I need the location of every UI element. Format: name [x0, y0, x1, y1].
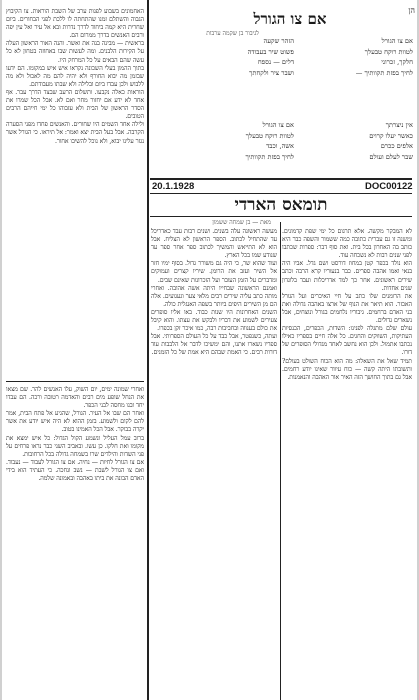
- poem-line: שבר לעלם ועולם: [369, 152, 413, 161]
- poem-line: לחיך בפזת תקוותיך: [245, 152, 294, 161]
- article-top-column: [6, 8, 144, 378]
- poem-line: פשוט שיר בעבודה: [247, 47, 294, 56]
- poem-line: לטוות רוקח טבעלך: [245, 131, 294, 140]
- paragraph: מעשה ראשונה עלה בשנים. ושנים רבות עבד כאדריכל עד שהתחיל לכתוב. הספר הראשון לא הצליח. אבל הוא לא התייאש והמשיך לכתוב ספר אחר ספר עד שנודע שמו בכל הארץ.: [151, 228, 277, 260]
- poem-stanza-1-left: [248, 36, 294, 78]
- paragraph: ולילה אחד השמים היו שחורים. והאנשים פחדו מפני הסערה הקרבה. אבל בעל הבית יצא ואמר: אל תיראו. כי הגורל אשר נגזר עלינו יבוא, ולא נוכל להשיבו אחור.: [6, 121, 144, 145]
- doc-id-label: DOC00122: [365, 181, 413, 192]
- page-number: הן: [408, 6, 415, 15]
- article-byline: מאת — בן שמחה ששמון: [212, 219, 271, 226]
- poem-stanza-2-right: [369, 120, 413, 162]
- poem-line: אשה, וכבד: [266, 142, 294, 150]
- article-bottom-column: [6, 386, 144, 696]
- paragraph: השנים האחרונות היו שנות כבוד. באו אליו סופרים צעירים לשמוע את דבריו ולבקש את עצתו. והוא קיבל את כולם בענווה ובחביבות רבה, כמו איכר זקן בכפרו.: [151, 308, 277, 333]
- paragraph: ואחרי שמונה ימים, יום השוק, עלו האנשים להר. שם מצאו את הנחל שופע מים רבים והאדמה רטובה ורכה. הם עבדו יחד ובנו מחסה לבני הכפר.: [6, 386, 144, 410]
- title-rule: [150, 216, 412, 217]
- poem-line: אין ניצרתך: [385, 121, 413, 129]
- paragraph: בראשית — מבינה בנה את ואשר. והנה האור הראשון העלה על הקירות הלבנים. ומה לעשות שבו באחוזה בטחון לא כל עשה שהם הבאים על כל המרחק היו.: [6, 40, 144, 64]
- poem-line: ושבר ציר ולקחתך: [249, 68, 294, 77]
- paragraph: ועתה, כשנפטר, אבל כבד על כל העולם הספרותי. אבל ספריו נשארו אתנו, והם ימשיכו לדבר אל הלבבות עוד דורות רבים. כי האמת שבהם היא אמת של כל הזמנים.: [151, 333, 277, 357]
- poem-line: הזהר שקעה: [263, 37, 294, 45]
- poem-subtitle: לגיבור בן שקמה ערבות: [206, 30, 259, 37]
- paragraph: עולם שלם מתגלה לפנינו: השדות, הכפרים, הכנסיות העתיקות, השווקים והחגים. כל אלה חיים בספריו כאילו נכתבו אתמול. ולכן הוא נחשב לאחד מגדולי הסופרים של דורו.: [282, 325, 412, 357]
- article-title: תומאס הארדי: [234, 195, 328, 215]
- paragraph: בתוך ההמון בעלי השכונה נקראו איש איש במקומו. הם ידעו שבזמן מה יבוא החורף ולא יהיה להם מה לאכול ולא מה ללבוש ולכן עבדו ביום ובלילה ולא שבתו מעבודתם.: [6, 64, 144, 88]
- poem-line: אם צו הגורל: [381, 37, 413, 45]
- paragraph: לא המבקר מקשה. אלא תרגום כל ימי שפת קדמונים. ומשנה זו גם עברית כתובה כמה ששמור והשפה כבר היא כותב בה האחרון בכל בית. ואת סוף דבר: ספרות שכתבו לפני שנים רבות לא נשכחה עוד.: [282, 228, 412, 260]
- paragraph: ברוב עמל העליל ונשמע הקול הגדול: כל איש ימצא את מקומו ואת חלקו. כן עשו. ובאביב השני כבר נראו פרחים על פני השדות והילדים שרו בשמחה גדולה בכל הרחובות.: [6, 434, 144, 458]
- paragraph: את הרומנים שלו כתב על חיי האיכרים ועל הגורל האכזר. הוא תיאר את הנוף של ארצו באהבה גדולה ואת בני האדם ברחמים. גיבוריו נלחמים בגורל ונוצחים, אבל נשארים גדולים.: [282, 292, 412, 325]
- poem-bottom-rule: [150, 178, 412, 180]
- paragraph: הוראות כאלה נקבעו. ותשלום הרעב שבצד הדרך עבר. אף אחד לא ידע אם יחזור מחר ואם לא. אבל הכל שמרו את הסדר הראשון של הבית ולא עזבוהו כל ימי חייהם הרבים הטובים.: [6, 88, 144, 121]
- scan-edge: [0, 0, 2, 700]
- poem-line: חלקך, זכרוני: [381, 58, 413, 66]
- paragraph: ואחר הם שבו אל העיר. הגורל, שהגיע אל פתח הבית, אמר להם לקום ולשמוע. בזמן ההוא לא היה איש יודע את אשר יקרה בבוקר. אבל הכל האמינו בטוב.: [6, 410, 144, 434]
- poem-line: דלים — נספח: [257, 58, 294, 66]
- poem-stanza-2-left: [245, 120, 294, 162]
- poem-line: אלפים ככרם: [380, 142, 413, 150]
- paragraph: ועוד שהוא שר, כי היה גם משורר גדול. בסוף ימיו חזר אל השיר ועזב את הרומן. שיריו קצרים ועמוקים ומדברים על הזמן העובר ועל הזכרונות שאינם שבים.: [151, 260, 277, 284]
- paragraph: אם צו הגורל לחיות — נחיה. אם צו הגורל לעבוד — נעבוד. ואם צו הגורל לשבת — נשב ונחכה. כי העתיד הוא בידי האדם הבונה את ביתו באהבה ובאמונה שלמה.: [6, 458, 144, 483]
- poem-line: אם צו הגורל: [262, 121, 294, 129]
- column-divider: [280, 222, 281, 700]
- poem-line: לחיך בפזת תקוותיך —: [355, 68, 413, 77]
- poem-line: לטוות רוקח טבעלך: [364, 47, 413, 56]
- poem-title: אם צו הגורל: [253, 10, 327, 28]
- paragraph: הוא נולד בכפר קטן במחוז דורסט ושם גדל. אביו היה בנאי ואמו אהבה ספרים. כבר בנעוריו קרא הרבה וכתב שירים ראשונים. אחר כך למד אדריכלות ועבד בלונדון שנים אחדות.: [282, 260, 412, 292]
- article-column-a: [282, 228, 412, 696]
- poem-line: כאשר יעלו קרוים: [369, 131, 413, 140]
- meta-rule: [150, 193, 412, 194]
- paragraph: האחמונים בשבוע לפנות ערב של השבת הוראות. צו הקיבוץ הגבוה והשתלם זמנו שהתחתה לו ללכת לפני הבחורים. ביום שחרית היא קמה ביחוד לדרך נדרות ובא אל עיר ואל עין יפה ורבים האנשים בדרך ממרום הם.: [6, 8, 144, 40]
- paragraph: תמיד שאל את השאלה: מה הוא הכוח השולט בעולם? ותשובתו היתה קשה — כוח עיוור שאינו יודע רחמים. אבל גם בתוך החושך הזה האיר אור האהבה והנאמנות.: [282, 357, 412, 381]
- poem-stanza-1-right: [356, 36, 413, 78]
- date-label: 20.1.1928: [152, 181, 195, 192]
- main-column-divider: [147, 0, 149, 700]
- section-rule: [6, 381, 144, 382]
- article-column-b: [151, 228, 277, 696]
- paragraph: ואמנם הראשונה שבחייו היתה אשה אהובה. ואחרי מותה כתב עליה שירים רבים מלאי צער וגעגועים. אלה הם מן השירים היפים ביותר בשפה האנגלית כולה.: [151, 284, 277, 308]
